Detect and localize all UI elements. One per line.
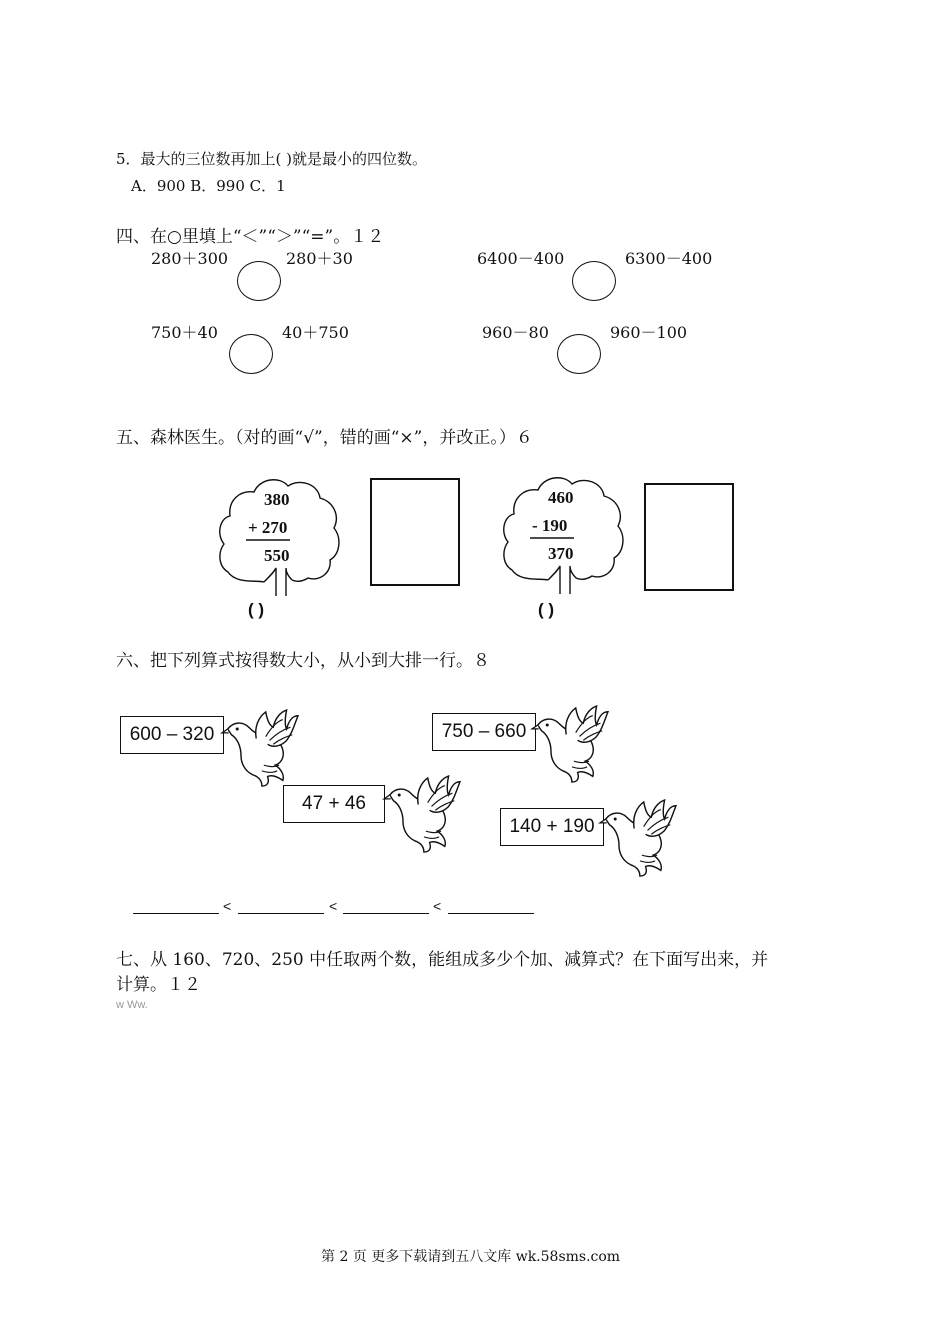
dove-expression-1: 600 – 320: [120, 716, 224, 754]
comparison-3-left: 750＋40: [151, 323, 218, 342]
tree-1-answer-paren[interactable]: ( ): [248, 600, 265, 619]
dove-expression-2: 750 – 660: [432, 713, 536, 751]
tree-2-operation: - 190: [532, 516, 568, 535]
tree-1-top-number: 380: [264, 490, 290, 509]
tree-1-result: 550: [264, 546, 290, 565]
comparison-3-right: 40＋750: [282, 323, 349, 342]
correction-box-2[interactable]: [644, 483, 734, 591]
correction-box-1[interactable]: [370, 478, 460, 586]
comparison-1-left: 280＋300: [151, 249, 229, 268]
order-blank-2[interactable]: [238, 913, 324, 914]
tree-1-operation: + 270: [248, 518, 288, 537]
less-than-sign-3: <: [433, 898, 442, 914]
tree-2-answer-paren[interactable]: ( ): [538, 600, 555, 619]
q5-question: 5．最大的三位数再加上( )就是最小的四位数。: [116, 150, 428, 168]
answer-circle-1[interactable]: [237, 261, 281, 301]
order-blank-4[interactable]: [448, 913, 534, 914]
dove-expression-3: 47 + 46: [283, 785, 385, 823]
order-blank-3[interactable]: [343, 913, 429, 914]
comparison-2-right: 6300－400: [625, 249, 713, 268]
dove-icon: [222, 706, 298, 792]
q5-options: A．900 B．990 C．1: [131, 177, 286, 195]
order-blank-1[interactable]: [133, 913, 219, 914]
less-than-sign-1: <: [223, 898, 232, 914]
comparison-1-right: 280＋30: [286, 249, 353, 268]
section-6-title: 六、把下列算式按得数大小，从小到大排一行。８: [116, 651, 490, 671]
comparison-2-left: 6400－400: [477, 249, 565, 268]
section-5-title: 五、森林医生。（对的画“√”，错的画“×”，并改正。）６: [116, 428, 533, 448]
comparison-4-left: 960－80: [482, 323, 549, 342]
answer-circle-3[interactable]: [229, 334, 273, 374]
dove-icon: [600, 796, 676, 882]
dove-icon: [532, 702, 608, 788]
page-footer: 第 2 页 更多下载请到五八文库 wk.58sms.com: [321, 1249, 621, 1265]
tree-2-top-number: 460: [548, 488, 574, 507]
faint-watermark-text: w Ww.: [116, 999, 148, 1011]
less-than-sign-2: <: [329, 898, 338, 914]
dove-expression-4: 140 + 190: [500, 808, 604, 846]
section-7-line-2: 计算。１２: [116, 975, 201, 995]
answer-circle-4[interactable]: [557, 334, 601, 374]
section-7-line-1: 七、从 160、720、250 中任取两个数，能组成多少个加、减算式？在下面写出来，并: [116, 950, 769, 970]
dove-icon: [384, 772, 460, 858]
answer-circle-2[interactable]: [572, 261, 616, 301]
comparison-4-right: 960－100: [610, 323, 688, 342]
tree-2-result: 370: [548, 544, 574, 563]
section-4-title: 四、在○里填上“＜”“＞”“=”。１２: [116, 227, 385, 247]
